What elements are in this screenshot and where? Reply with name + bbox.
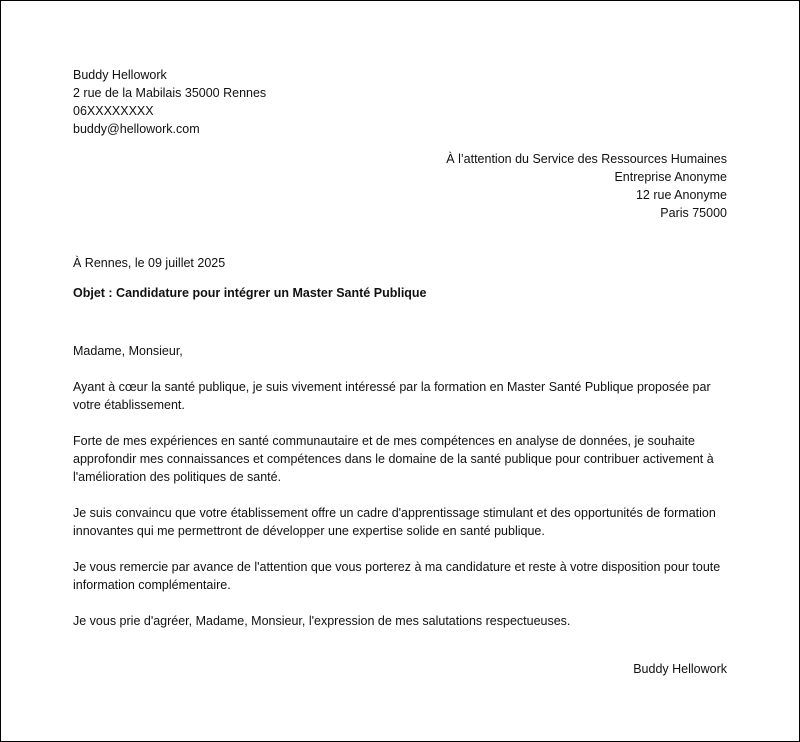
body-paragraph: Forte de mes expériences en santé communautaire et de mes compétences en analyse de données, je souhaite approfondir mes connaissances et compétences dans le domaine de la santé publique pour contribuer activement à l'amélioration des politiques de santé. (73, 434, 714, 484)
body-paragraph: Ayant à cœur la santé publique, je suis vivement intéressé par la formation en Master Santé Publique proposée par votre établissement. (73, 380, 711, 412)
body-paragraph: Je suis convaincu que votre établissement offre un cadre d'apprentissage stimulant et des opportunités de formation innovantes qui me permettront de développer une expertise solide en santé publique. (73, 506, 716, 538)
letter-date: À Rennes, le 09 juillet 2025 (73, 256, 226, 270)
recipient-block (446, 150, 727, 222)
sender-phone: 06XXXXXXXX (73, 104, 154, 118)
signature: Buddy Hellowork (633, 662, 727, 676)
closing-paragraph: Je vous prie d'agréer, Madame, Monsieur, l'expression de mes salutations respectueuses. (73, 614, 571, 628)
sender-block (73, 66, 266, 138)
salutation: Madame, Monsieur, (73, 344, 183, 358)
letter-subject: Objet : Candidature pour intégrer un Master Santé Publique (73, 286, 427, 300)
recipient-company: Entreprise Anonyme (614, 170, 727, 184)
sender-address: 2 rue de la Mabilais 35000 Rennes (73, 86, 267, 100)
body-paragraph: Je vous remercie par avance de l'attention que vous porterez à ma candidature et reste à votre disposition pour toute information complémentaire. (73, 560, 721, 592)
letter-body (73, 342, 729, 648)
recipient-attention: À l’attention du Service des Ressources Humaines (446, 152, 727, 166)
recipient-street: 12 rue Anonyme (635, 188, 727, 202)
sender-name: Buddy Hellowork (73, 68, 167, 82)
sender-email: buddy@hellowork.com (73, 122, 200, 136)
recipient-city: Paris 75000 (660, 206, 727, 220)
